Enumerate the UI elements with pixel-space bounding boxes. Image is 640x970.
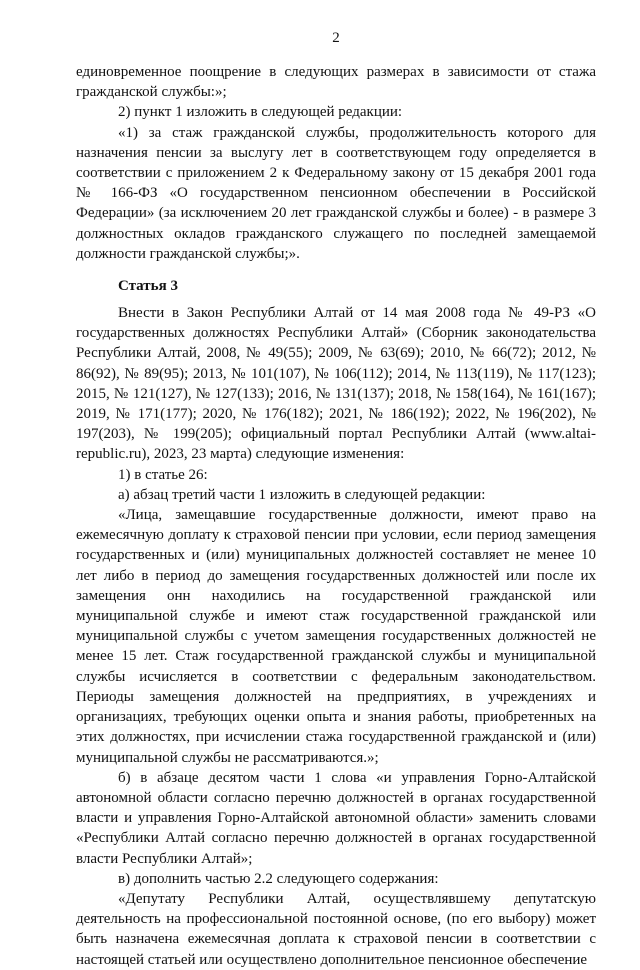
paragraph-continuation: единовременное поощрение в следующих размерах в зависимости от стажа гражданской службы:»;	[76, 64, 596, 101]
paragraph-item-a: а) абзац третий части 1 изложить в следующей редакции:	[118, 486, 486, 503]
paragraph-item-1: 1) в статье 26:	[118, 466, 208, 483]
paragraph-amendment-intro: Внести в Закон Республики Алтай от 14 мая 2008 года № 49-РЗ «О государственных должностях Республики Алтай» (Сборник законодательства Республики Алтай, 2008, № 49(55); 2009, № 63(69); 2010, № 66(72); 2012, № 86(92), № 89(95); 2013, № 101(107), № 106(112); 2014, № 113(119), № 117(123); 2015, № 121(127), № 127(133); 2016, № 131(137); 2018, № 158(164), № 161(167); 2019, № 171(177); 2020, № 176(182); 2021, № 186(192); 2022, № 196(202), № 197(203), № 199(205); официальный портал Республики Алтай (www.altai-republic.ru), 2023, 23 марта) следующие изменения:	[76, 305, 596, 463]
paragraph-item-v: в) дополнить частью 2.2 следующего содержания:	[118, 870, 439, 887]
paragraph-item-2: 2) пункт 1 изложить в следующей редакции:	[118, 104, 403, 121]
page-number: 2	[332, 30, 340, 46]
paragraph-item-b: б) в абзаце десятом части 1 слова «и управления Горно-Алтайской автономной области согласно перечню должностей в органах государственной власти и управления Горно-Алтайской автономной области» заменить словами «Республики Алтай согласно перечню должностей в органах государственной власти Республики Алтай»;	[76, 769, 596, 867]
paragraph-quoted-point-1: «1) за стаж гражданской службы, продолжительность которого для назначения пенсии за выслугу лет в соответствующем году определяется в соответствии с приложением 2 к Федеральному закону от 15 декабря 2001 года № 166-ФЗ «О государственном пенсионном обеспечении в Российской Федерации» (за исключением 20 лет гражданской службы и более) - в размере 3 должностных окладов гражданского служащего по последней замещаемой должности гражданской службы;».	[76, 124, 596, 262]
document-page	[76, 28, 596, 970]
article-heading: Статья 3	[118, 278, 178, 295]
paragraph-quoted-deputy: «Депутату Республики Алтай, осуществлявшему депутатскую деятельность на профессиональной постоянной основе, (по его выбору) может быть назначена ежемесячная доплата к страховой пенсии в соответствии с настоящей статьей или осуществлено дополнительное пенсионное обеспечение	[76, 890, 596, 968]
paragraph-quoted-text: «Лица, замещавшие государственные должности, имеют право на ежемесячную доплату к страховой пенсии при условии, если период замещения государственных и (или) муниципальных должностей составляет не менее 10 лет либо в период до замещения государственных должностей или после их замещения онн находились на государственной гражданской или муниципальной службе и имеют стаж государственной гражданской или муниципальной службы с учетом замещения государственных должностей не менее 15 лет. Стаж государственной гражданской службы и муниципальной службы исчисляется в соответствии с федеральным законодательством. Периоды замещения должностей на предприятиях, в учреждениях и организациях, требующих оценки опыта и знания работы, приобретенных на этих должностях, при исчислении стажа государственной гражданской и (или) муниципальной службы не рассматриваются.»;	[76, 507, 596, 766]
